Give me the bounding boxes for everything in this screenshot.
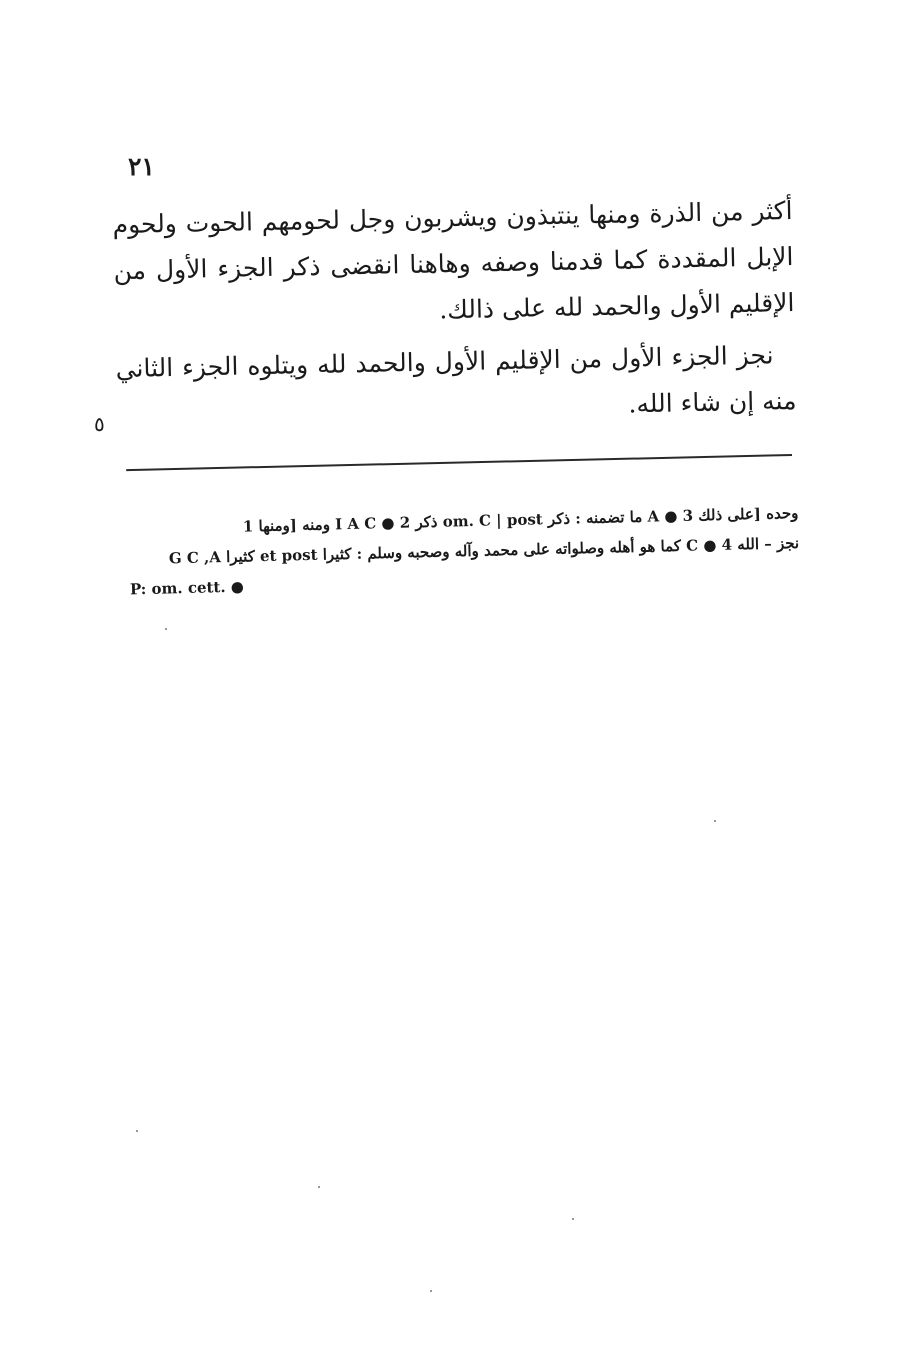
scan-speck [572, 1218, 574, 1220]
scan-speck [430, 1290, 432, 1292]
apparatus-line-2: نجز – الله 4 ● C كما هو أهله وصلواته على محمد وآله وصحبه وسلم : كثيرا et post كثيرا G C ,A [168, 533, 800, 568]
scan-speck [136, 1130, 138, 1132]
apparatus-line-1: وحده [على ذلك 3 ● A ما تضمنه : ذكر om. C | post ذكر 2 ● I A C ومنه [ومنها 1 [242, 503, 799, 536]
main-paragraph-1: أكثر من الذرة ومنها ينتبذون ويشربون وجل لحومهم الحوت ولحوم الإبل المقددة كما قدمنا وصفه وهاهنا انقضى ذكر الجزء الأول من الإقليم الأول والحمد لله على ذالك. [112, 195, 795, 325]
scan-speck [318, 1186, 320, 1188]
line-number-marker: ٥ [94, 412, 105, 436]
main-text-body [112, 188, 797, 438]
scan-speck [165, 628, 167, 630]
apparatus-line-3: P: om. cett. ● [129, 577, 245, 599]
scan-speck [714, 820, 716, 822]
footnote-divider [126, 454, 792, 471]
main-paragraph-2: نجز الجزء الأول من الإقليم الأول والحمد لله ويتلوه الجزء الثاني منه إن شاء الله. [115, 340, 797, 419]
page-number: ٢١ [128, 152, 155, 181]
critical-apparatus [128, 498, 800, 604]
